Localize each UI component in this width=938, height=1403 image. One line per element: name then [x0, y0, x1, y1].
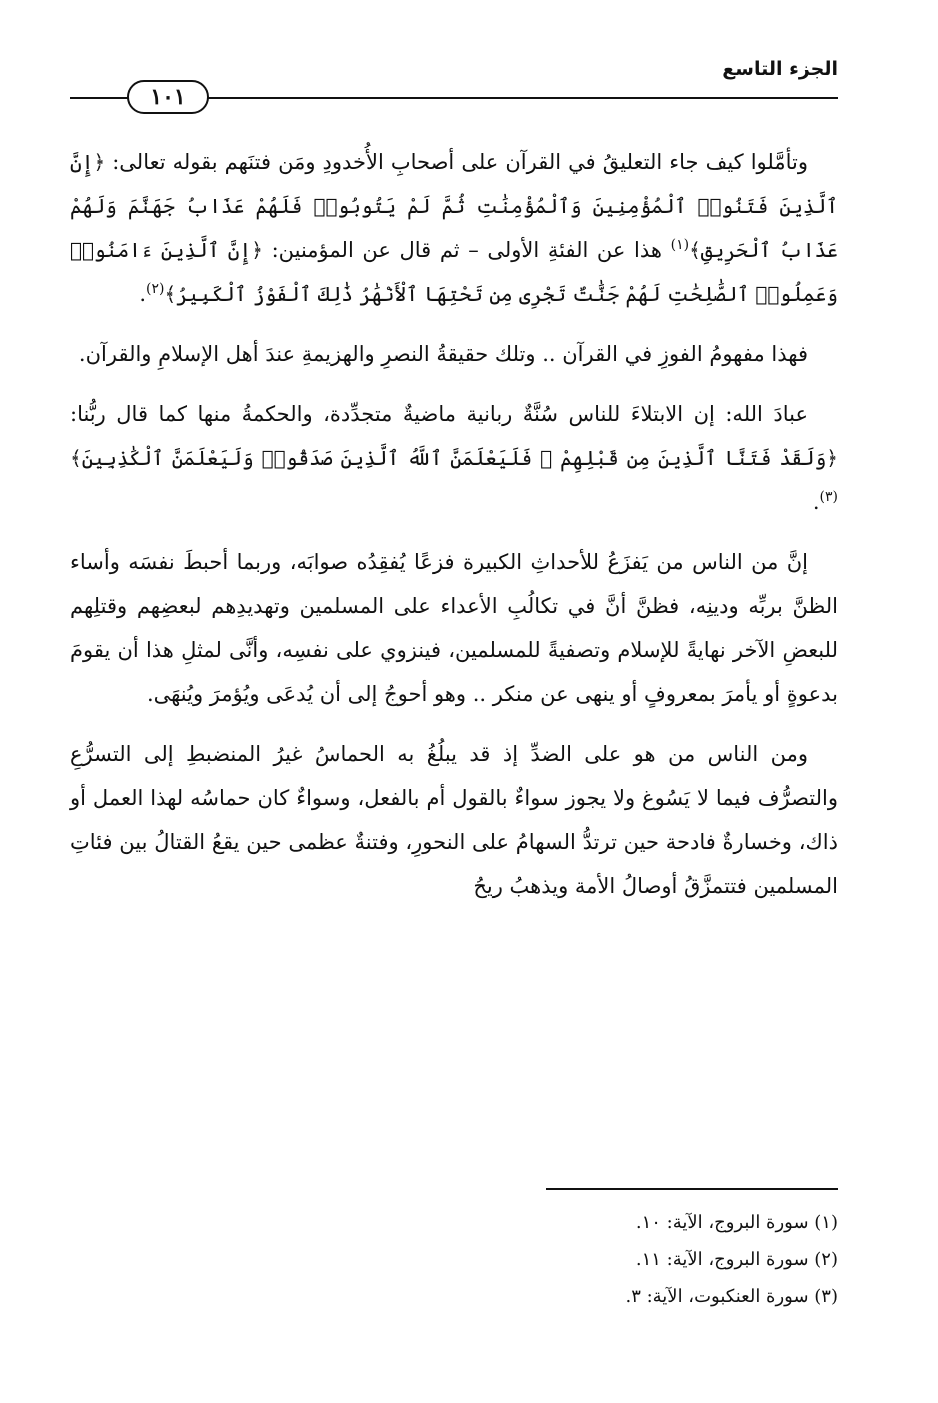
footnote-ref-2: (٢) [146, 281, 165, 297]
text-segment: . [139, 282, 147, 306]
text-segment: عبادَ الله: إن الابتلاءَ للناس سُنَّةٌ ربانية ماضيةٌ متجدِّدة، والحكمةُ منها كما قال ربُّنا: [70, 402, 808, 426]
running-head-title: الجزء التاسع [722, 58, 838, 80]
paragraph-5: ومن الناس من هو على الضدِّ إذ قد يبلُغُ به الحماسُ غيرُ المنضبطِ إلى التسرُّعِ والتصرُّف فيما لا يَسُوغ ولا يجوز سواءٌ بالقول أم بالفعل، وسواءٌ كان حماسُه لهذا العمل أو ذاك، وخسارةٌ فادحة حين ترتدُّ السهامُ على النحورِ، وفتنةٌ عظمى حين يقعُ القتالُ بين فئاتِ المسلمين فتتمزَّقُ أوصالُ الأمة ويذهبُ ريحُ [70, 742, 838, 898]
paragraph-4: إنَّ من الناس من يَفزَعُ للأحداثِ الكبيرة فزعًا يُفقِدُه صوابَه، وربما أحبطَ نفسَه وأساء الظنَّ بربِّه ودينِه، فظنَّ أنَّ في تكالُبِ الأعداء على المسلمين وتهديدِهم لبعضِهم وقتلِهم للبعضِ الآخر نهايةً للإسلام وتصفيةً للمسلمين، فينزوي على نفسِه، وأنَّى لمثلِ هذا أن يقومَ بدعوةٍ أو يأمرَ بمعروفٍ أو ينهى عن منكر .. وهو أحوجُ إلى أن يُدعَى ويُؤمرَ ويُنهَى. [70, 550, 838, 706]
footnote-2: (٢) سورة البروج، الآية: ١١. [635, 1249, 838, 1270]
page-number: ١٠١ [127, 80, 209, 114]
footnote-ref-3: (٣) [819, 489, 838, 505]
paragraph-2: فهذا مفهومُ الفوزِ في القرآن .. وتلك حقيقةُ النصرِ والهزيمةِ عندَ أهل الإسلامِ والقرآن. [78, 342, 808, 366]
text-segment: هذا عن الفئةِ الأولى – ثم قال عن المؤمنين: [262, 238, 671, 262]
quran-verse: ﴿إِنَّ ٱلَّذِينَ فَتَنُوا۟ ٱلْمُؤْمِنِينَ وَٱلْمُؤْمِنَٰتِ ثُمَّ لَمْ يَتُوبُوا۟ فَلَهُمْ عَذَابُ جَهَنَّمَ وَلَهُمْ عَذَابُ ٱلْحَرِيقِ﴾ [70, 150, 839, 262]
footnote-ref-1: (١) [670, 237, 690, 253]
paragraph-1 [70, 140, 838, 316]
paragraph-3 [70, 392, 838, 524]
quran-verse: ﴿وَلَقَدْ فَتَنَّا ٱلَّذِينَ مِن قَبْلِهِمْ ۖ فَلَيَعْلَمَنَّ ٱللَّهُ ٱلَّذِينَ صَدَقُوا۟ وَلَيَعْلَمَنَّ ٱلْكَٰذِبِينَ﴾ [70, 446, 838, 470]
footnote-3: (٣) سورة العنكبوت، الآية: ٣. [625, 1286, 838, 1307]
main-text [70, 140, 838, 924]
footnote-separator [546, 1188, 838, 1190]
footnotes [138, 1204, 838, 1315]
footnote-1: (١) سورة البروج، الآية: ١٠. [635, 1212, 838, 1233]
quran-verse: ﴿إِنَّ ٱلَّذِينَ ءَامَنُوا۟ وَعَمِلُوا۟ ٱلصَّٰلِحَٰتِ لَهُمْ جَنَّٰتٌ تَجْرِى مِن تَحْتِهَا ٱلْأَنْهَٰرُ ذَٰلِكَ ٱلْفَوْزُ ٱلْكَبِيرُ﴾ [70, 238, 838, 306]
text-segment: وتأمَّلوا كيف جاء التعليقُ في القرآن على أصحابِ الأُخدودِ ومَن فتنَهم بقوله تعالى: [105, 150, 808, 174]
text-segment: . [812, 490, 820, 514]
